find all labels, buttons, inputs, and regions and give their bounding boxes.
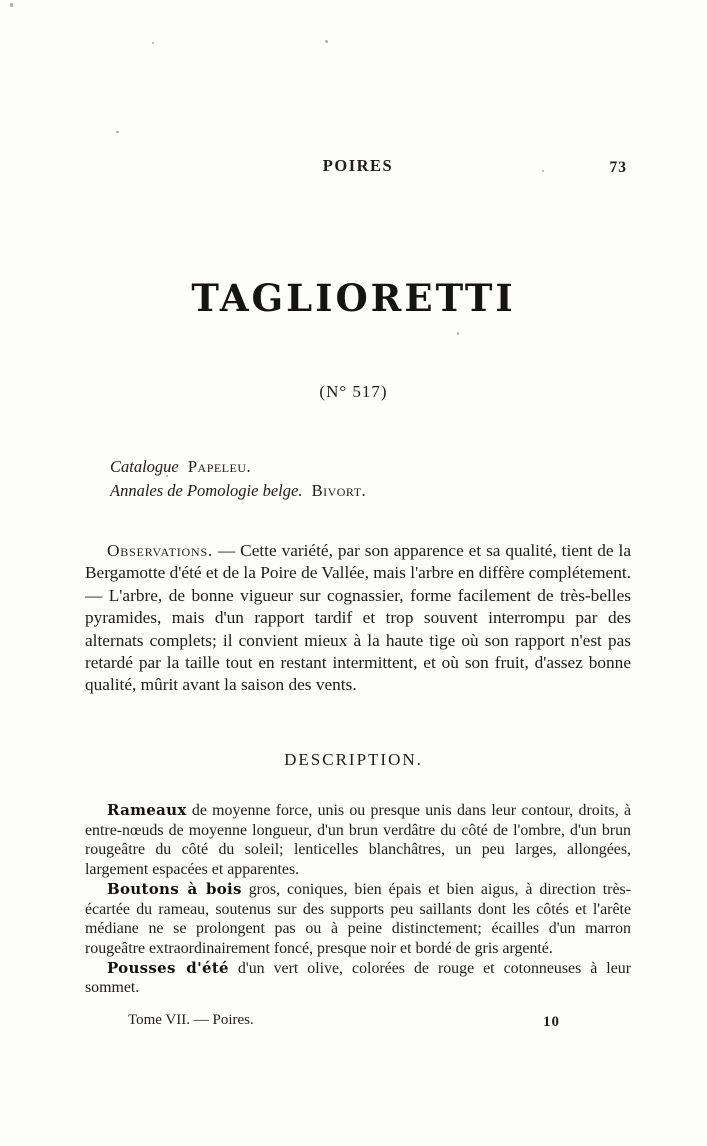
observations-text: — Cette variété, par son apparence et sa qualité, tient de la Bergamotte d'été et de la Poire de Vallée, mais l'arbre en diffère complétement. — L'arbre, de bonne vigueur sur cognassier, forme facilement de très-belles pyramides, mais d'un rapport tardif et trop souvent interrompu par des alternats complets; il convient mieux à la haute tige où son rapport n'est pas retardé par la taille tout en restant intermittent, et où son fruit, d'assez bonne qualité, mûrit avant la saison des vents. <box>85 541 631 695</box>
scan-speck <box>457 332 459 335</box>
scan-speck <box>116 131 119 133</box>
reference-line <box>110 455 366 479</box>
scan-speck <box>10 3 13 7</box>
reference-source: Annales de Pomologie belge. <box>110 481 303 500</box>
reference-authority: Papeleu. <box>187 457 252 476</box>
description-lead: Pousses d'été <box>107 958 229 977</box>
description-heading: DESCRIPTION. <box>284 750 423 769</box>
scan-speck <box>152 42 154 44</box>
description-body <box>85 801 631 998</box>
reference-list <box>110 455 366 503</box>
reference-line <box>110 479 366 503</box>
description-paragraph-rameaux <box>85 801 631 880</box>
variety-title: TAGLIORETTI <box>191 276 516 320</box>
description-paragraph-pousses <box>85 959 631 998</box>
page-number: 73 <box>609 159 627 176</box>
observations-label: Observations. <box>107 541 214 560</box>
reference-source: Catalogue <box>110 457 179 476</box>
running-head <box>85 156 631 178</box>
reference-authority: Bivort. <box>311 481 367 500</box>
description-text: d'un vert olive, colorées de rouge et cotonneuses à leur sommet. <box>85 959 631 997</box>
catalog-number: (N° 517) <box>319 382 388 401</box>
footer-volume: Tome VII. — Poires. <box>128 1012 254 1028</box>
description-paragraph-boutons <box>85 880 631 959</box>
description-text: de moyenne force, unis ou presque unis dans leur contour, droits, à entre-nœuds de moyenne longueur, d'un brun verdâtre du côté de l'ombre, d'un brun rougeâtre du côté du soleil; lenticelles blanchâtres, un peu larges, allongées, largement espacées et apparentes. <box>85 802 631 879</box>
running-title: POIRES <box>322 156 394 175</box>
footer-signature-number: 10 <box>543 1014 560 1030</box>
description-lead: Boutons à bois <box>107 879 242 898</box>
description-text: gros, coniques, bien épais et bien aigus, à direction très-écartée du rameau, soutenus sur des supports peu saillants dont les côtés et l'arête médiane ne se prolongent pas ou à peine distinctement; écailles d'un marron rougeâtre extraordinairement foncé, presque noir et bordé de gris argenté. <box>85 880 631 957</box>
scan-speck <box>325 40 328 43</box>
page-footer <box>85 1012 631 1036</box>
observations-paragraph <box>85 540 631 697</box>
description-lead: Rameaux <box>107 801 187 819</box>
